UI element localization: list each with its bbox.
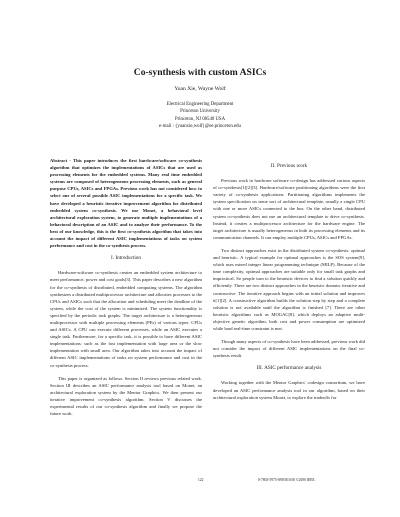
right-column: [213, 157, 365, 407]
section-heading-introduction: I. Introduction: [111, 255, 141, 262]
affiliation-line: Princeton, NJ 08540 USA: [174, 116, 226, 122]
abstract: Abstract - This paper introduces the first hardware/software co-synthesis algorithm that optimizes the implementations of ASICs that are used as processing elements for the embedded systems. Many real time embedded systems are composed of heterogeneous processing elements, such as general purpose CPUs, ASICs and FPGAs. Previous work has not considered how to select one of several possible ASIC implementations for a specific task. We have developed a heuristic iterative improvement algorithm for distributed embedded system co-synthesis. We use Monet, a behavioral level architectural exploration system, to generate multiple implementations of a behavioral description of an ASIC and to analyze their performance. To the best of our knowledge, this is the first co-synthesis algorithm that takes into account the impact of different ASIC implementations of tasks on system performance and cost in the co-synthesis process.: [50, 158, 202, 249]
paper-authors: Yuan Xie, Wayne Wolf: [174, 86, 226, 92]
page-number: 122: [198, 478, 204, 482]
section-heading-previous-work: II. Previous work: [270, 163, 308, 169]
left-column: [50, 157, 202, 423]
paragraph: Working together with the Mentor Graphics' codesign consortium, we have developed an ASIC performance analysis tool in our algorithm, based on their architectural exploration system Monet, to explore the tradeoffs for: [213, 380, 365, 400]
paragraph: Hardware-software co-synthesis creates an embedded system architecture to meet performance, power and cost goals[3]. This paper describes a new algorithm for the co-synthesis of distributed, embedded computing systems. The algorithm synthesizes a distributed multiprocessor architecture and allocates processes to the CPUs and ASICs such that the allocation and scheduling meet the deadline of the system, while the cost of the system is minimized. The system functionality is specified by the periodic task graphs. The target architecture is a heterogeneous multiprocessor with multiple processing elements (PEs) of various types: CPUs and ASICs. A CPU can execute different processes, while an ASIC executes a single task. Furthermore, for a specific task, it is possible to have different ASIC implementations: such as the fast implementation with large area or the slow implementation with small area. Our algorithm takes into account the impact of different ASIC implementations of tasks on system performance and cost in the co-synthesis process.: [50, 270, 202, 368]
affiliation-block: [0, 101, 400, 131]
paragraph: Two distinct approaches exist in the distributed system co-synthesis: optimal and heuristic. A typical example for optimal approaches is the SOS system[9], which uses mixed integer linear programming technique (MILP). Because of the time complexity, optimal approaches are suitable only for small task graphs and impractical. So people turn to the heuristic devices to find a solution quickly and efficiently. There are two distinct approaches in the heuristic domain: iterative and constructive. The iterative approach begins with an initial solution and improves it[1][2]. A constructive algorithm builds the solution step by step and a complete solution is not available until the algorithm is finished [7]. There are other heuristic algorithms such as MOGAC[8], which deploys an adaptive multi-objective genetic algorithm, both cost and power consumption are optimized while hard real-time constraint is met.: [213, 247, 365, 331]
paragraph: This paper is organized as follows. Section II reviews previous related work. Section III describes an ASIC performance analysis tool based on Monet, an architectural exploration system by the Mentor Graphics. We then present our iterative improvement co-synthesis algorithm. Section V discusses the experimental results of our co-synthesis algorithm and finally we propose the future work.: [50, 375, 202, 417]
affiliation-email: e-mail : {yuanxie,wolf}@ee.princeton.edu: [159, 124, 241, 130]
paragraph: Though many aspects of co-synthesis have been addressed, previous work did not consider the impact of different ASIC implementations on the final co-synthesis result.: [213, 339, 365, 359]
copyright-notice: 0-7803-5973-9/00/$10.00 ©2000 IEEE.: [258, 478, 316, 482]
paragraph: Previous work in hardware software co-design has addressed various aspects of co-synthesis[1][2][3]. Hardware/software partitioning algorithms were the first variety of co-synthesis applications. Partitioning algorithms implements the system specification on some sort of architectural template, usually a single CPU with one or more ASICs connected to the bus. On the other hand, distributed system co-synthesis does not use an architectural template to drive co-synthesis. Instead, it creates a multiprocessor architecture for the hardware engine. The target architecture is usually heterogeneous in both its processing elements and its communication channels. It can employ multiple CPUs, ASICs and FPGAs.: [213, 178, 365, 240]
affiliation-line: Electrical Engineering Department: [166, 102, 234, 107]
paper-title: Co-synthesis with custom ASICs: [133, 67, 267, 78]
affiliation-line: Princeton University: [180, 109, 220, 115]
section-heading-asic-analysis: III. ASIC performance analysis: [256, 365, 322, 372]
